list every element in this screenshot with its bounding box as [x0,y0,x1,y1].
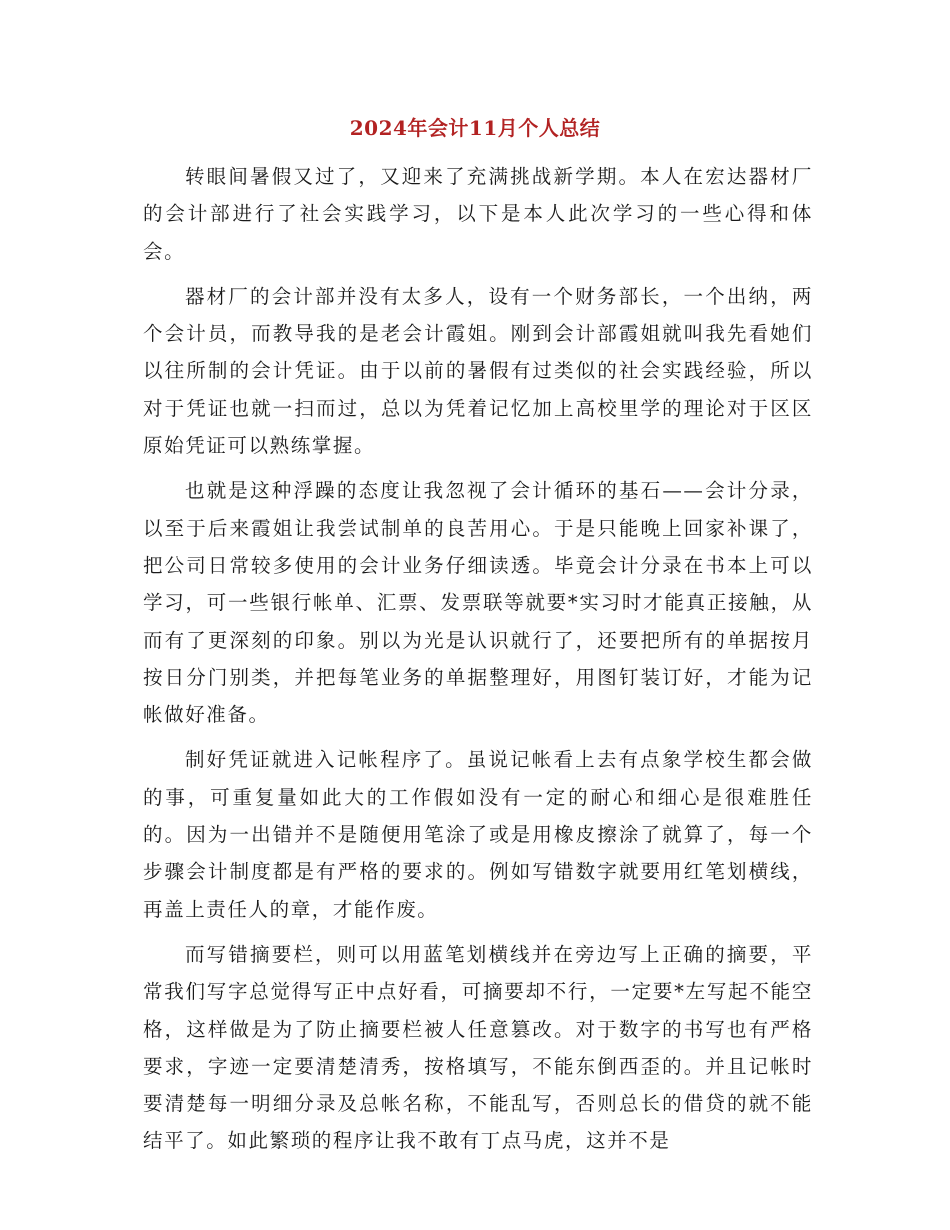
document-title: 2024年会计11月个人总结 [349,116,601,140]
paragraph-4: 制好凭证就进入记帐程序了。虽说记帐看上去有点象学校生都会做的事，可重复量如此大的工作假如没有一定的耐心和细心是很难胜任的。因为一出错并不是随便用笔涂了或是用橡皮擦涂了就算了，每一个步骤会计制度都是有严格的要求的。例如写错数字就要用红笔划横线，再盖上责任人的章，才能作废。 [143,748,813,921]
document-body [143,158,813,1168]
paragraph-2: 器材厂的会计部并没有太多人，设有一个财务部长，一个出纳，两个会计员，而教导我的是老会计霞姐。刚到会计部霞姐就叫我先看她们以往所制的会计凭证。由于以前的暑假有过类似的社会实践经验，所以对于凭证也就一扫而过，总以为凭着记忆加上高校里学的理论对于区区原始凭证可以熟练掌握。 [143,284,813,458]
paragraph-1: 转眼间暑假又过了，又迎来了充满挑战新学期。本人在宏达器材厂的会计部进行了社会实践学习，以下是本人此次学习的一些心得和体会。 [143,165,813,263]
paragraph-3: 也就是这种浮躁的态度让我忽视了会计循环的基石——会计分录，以至于后来霞姐让我尝试制单的良苦用心。于是只能晚上回家补课了，把公司日常较多使用的会计业务仔细读透。毕竟会计分录在书本上可以学习，可一些银行帐单、汇票、发票联等就要*实习时才能真正接触，从而有了更深刻的印象。别以为光是认识就行了，还要把所有的单据按月按日分门别类，并把每笔业务的单据整理好，用图钉装订好，才能为记帐做好准备。 [143,479,813,727]
paragraph-5: 而写错摘要栏，则可以用蓝笔划横线并在旁边写上正确的摘要，平常我们写字总觉得写正中点好看，可摘要却不行，一定要*左写起不能空格，这样做是为了防止摘要栏被人任意篡改。对于数字的书写也有严格要求，字迹一定要清楚清秀，按格填写，不能东倒西歪的。并且记帐时要清楚每一明细分录及总帐名称，不能乱写，否则总长的借贷的就不能结平了。如此繁琐的程序让我不敢有丁点马虎，这并不是 [143,942,813,1153]
